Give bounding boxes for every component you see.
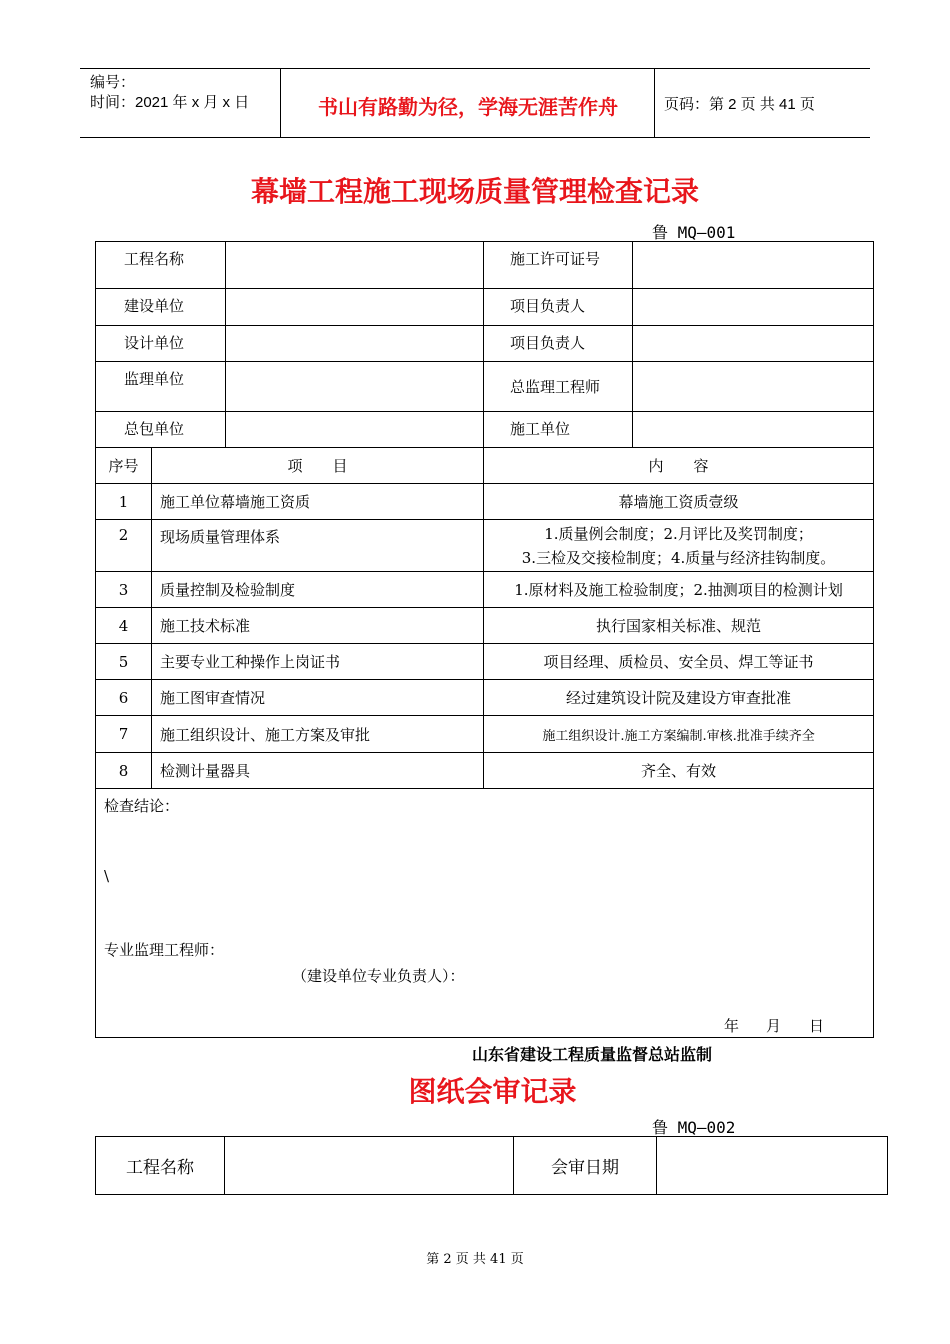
row-seq: 3 bbox=[96, 572, 152, 608]
review-date-field[interactable] bbox=[657, 1137, 888, 1195]
info-value-field[interactable] bbox=[633, 242, 874, 289]
info-value-field[interactable] bbox=[226, 412, 484, 448]
header-page-number: 页码：第 2 页 共 41 页 bbox=[664, 96, 815, 113]
page-footer: 第 2 页 共 41 页 bbox=[426, 1252, 524, 1267]
col-header-seq: 序号 bbox=[96, 448, 152, 484]
column-header-row bbox=[96, 448, 874, 484]
info-label: 总监理工程师 bbox=[484, 362, 633, 412]
info-row bbox=[96, 1137, 888, 1195]
row-item: 质量控制及检验制度 bbox=[152, 572, 484, 608]
header-divider bbox=[280, 69, 281, 137]
conclusion-label: 检查结论： bbox=[104, 797, 180, 815]
row-content: 幕墙施工资质壹级 bbox=[484, 484, 874, 520]
info-label: 设计单位 bbox=[96, 326, 226, 362]
page-header bbox=[80, 68, 870, 138]
row-seq: 4 bbox=[96, 608, 152, 644]
form1-title: 幕墙工程施工现场质量管理检查记录 bbox=[250, 175, 699, 208]
project-name-label: 工程名称 bbox=[96, 1137, 225, 1195]
info-value-field[interactable] bbox=[633, 362, 874, 412]
project-name-field[interactable] bbox=[225, 1137, 514, 1195]
row-seq: 6 bbox=[96, 680, 152, 716]
table-row bbox=[96, 520, 874, 572]
info-label: 项目负责人 bbox=[484, 326, 633, 362]
row-content-line: 3.三检及交接检制度；4.质量与经济挂钩制度。 bbox=[521, 548, 836, 567]
supervising-org: 山东省建设工程质量监督总站监制 bbox=[472, 1045, 713, 1064]
date-month: 月 bbox=[766, 1017, 782, 1035]
row-item: 施工组织设计、施工方案及审批 bbox=[152, 716, 484, 753]
header-meta bbox=[90, 73, 249, 113]
row-item: 主要专业工种操作上岗证书 bbox=[152, 644, 484, 680]
info-label: 施工许可证号 bbox=[484, 242, 633, 289]
info-label: 工程名称 bbox=[96, 242, 226, 289]
row-item: 施工单位幕墙施工资质 bbox=[152, 484, 484, 520]
table-row bbox=[96, 680, 874, 716]
info-row bbox=[96, 362, 874, 412]
table-row bbox=[96, 753, 874, 789]
info-label: 施工单位 bbox=[484, 412, 633, 448]
form1-code: 鲁 MQ—001 bbox=[652, 223, 736, 242]
info-value-field[interactable] bbox=[633, 326, 874, 362]
date-day: 日 bbox=[809, 1017, 825, 1035]
owner-label: （建设单位专业负责人）： bbox=[292, 967, 465, 985]
row-seq: 7 bbox=[96, 716, 152, 753]
conclusion-cell[interactable] bbox=[96, 789, 874, 1038]
row-content bbox=[484, 520, 874, 572]
info-row bbox=[96, 242, 874, 289]
row-content: 齐全、有效 bbox=[484, 753, 874, 789]
header-divider bbox=[654, 69, 655, 137]
row-seq: 8 bbox=[96, 753, 152, 789]
info-value-field[interactable] bbox=[226, 362, 484, 412]
form2-table bbox=[95, 1136, 888, 1195]
row-content-line: 1.质量例会制度；2.月评比及奖罚制度； bbox=[544, 524, 813, 543]
form1-table bbox=[95, 241, 874, 1038]
info-row bbox=[96, 326, 874, 362]
conclusion-mark: \ bbox=[104, 867, 110, 885]
row-item: 施工技术标准 bbox=[152, 608, 484, 644]
row-content: 1.原材料及施工检验制度；2.抽测项目的检测计划 bbox=[484, 572, 874, 608]
review-date-label: 会审日期 bbox=[514, 1137, 657, 1195]
col-header-content: 内 容 bbox=[484, 448, 874, 484]
info-value-field[interactable] bbox=[633, 412, 874, 448]
row-item: 检测计量器具 bbox=[152, 753, 484, 789]
form2-code: 鲁 MQ—002 bbox=[652, 1118, 736, 1137]
info-value-field[interactable] bbox=[226, 289, 484, 326]
date-year: 年 bbox=[724, 1017, 740, 1035]
table-row bbox=[96, 644, 874, 680]
info-label: 项目负责人 bbox=[484, 289, 633, 326]
info-value-field[interactable] bbox=[226, 242, 484, 289]
conclusion-row bbox=[96, 789, 874, 1038]
info-row bbox=[96, 412, 874, 448]
col-header-item: 项 目 bbox=[152, 448, 484, 484]
row-content: 经过建筑设计院及建设方审查批准 bbox=[484, 680, 874, 716]
header-motto: 书山有路勤为径，学海无涯苦作舟 bbox=[318, 95, 618, 119]
row-seq: 2 bbox=[96, 520, 152, 572]
supervisor-label: 专业监理工程师： bbox=[104, 941, 225, 959]
info-label: 监理单位 bbox=[96, 362, 226, 412]
form2-title: 图纸会审记录 bbox=[408, 1075, 577, 1108]
row-item: 现场质量管理体系 bbox=[152, 520, 484, 572]
row-item: 施工图审查情况 bbox=[152, 680, 484, 716]
row-seq: 1 bbox=[96, 484, 152, 520]
info-row bbox=[96, 289, 874, 326]
row-content: 施工组织设计.施工方案编制.审核.批准手续齐全 bbox=[484, 716, 874, 753]
info-value-field[interactable] bbox=[633, 289, 874, 326]
table-row bbox=[96, 716, 874, 753]
row-seq: 5 bbox=[96, 644, 152, 680]
info-label: 总包单位 bbox=[96, 412, 226, 448]
row-content: 项目经理、质检员、安全员、焊工等证书 bbox=[484, 644, 874, 680]
header-time: 时间：2021 年 x 月 x 日 bbox=[90, 94, 250, 111]
info-value-field[interactable] bbox=[226, 326, 484, 362]
info-label: 建设单位 bbox=[96, 289, 226, 326]
table-row bbox=[96, 572, 874, 608]
table-row bbox=[96, 608, 874, 644]
row-content: 执行国家相关标准、规范 bbox=[484, 608, 874, 644]
table-row bbox=[96, 484, 874, 520]
header-number: 编号： bbox=[90, 74, 136, 91]
